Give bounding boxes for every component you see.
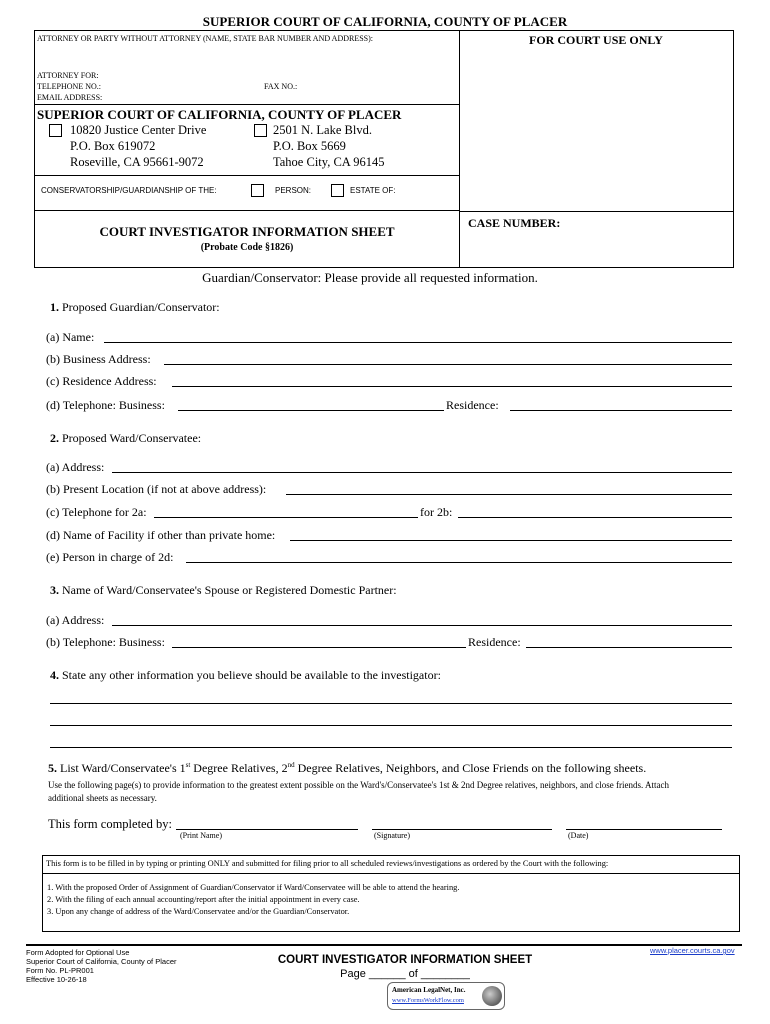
s4-line-2[interactable] xyxy=(50,725,732,726)
s3-address-label: (a) Address: xyxy=(46,613,105,627)
notice-divider xyxy=(43,873,739,874)
intro-text: Guardian/Conservator: Please provide all requested information. xyxy=(202,270,538,285)
section-title-part: Degree Relatives, Neighbors, and Close Friends on the following sheets. xyxy=(294,761,647,775)
footer-adopted: Form Adopted for Optional Use xyxy=(26,948,130,957)
email-label: EMAIL ADDRESS: xyxy=(37,93,103,102)
caption-left xyxy=(35,31,460,267)
section-2-heading xyxy=(50,431,201,446)
s3-business-phone-field[interactable] xyxy=(172,647,466,648)
location-roseville-checkbox[interactable] xyxy=(49,124,62,137)
s2-facility-label: (d) Name of Facility if other than private home: xyxy=(46,528,276,542)
court-use-label: FOR COURT USE ONLY xyxy=(529,33,663,47)
s1-name-label: (a) Name: xyxy=(46,330,95,344)
attorney-for-label: ATTORNEY FOR: xyxy=(37,71,99,80)
court-website-link[interactable]: www.placer.courts.ca.gov xyxy=(650,946,735,955)
case-number-label: CASE NUMBER: xyxy=(468,216,561,230)
s2-present-location-field[interactable] xyxy=(286,494,732,495)
print-name-caption: (Print Name) xyxy=(180,831,222,840)
s2-facility-field[interactable] xyxy=(290,540,732,541)
conservatorship-label: CONSERVATORSHIP/GUARDIANSHIP OF THE: xyxy=(41,186,217,195)
estate-label: ESTATE OF: xyxy=(350,186,396,195)
s3-business-phone-label: (b) Telephone: Business: xyxy=(46,635,165,649)
s2-telephone-2b-label: for 2b: xyxy=(420,505,453,519)
estate-checkbox[interactable] xyxy=(331,184,344,197)
s1-name-field[interactable] xyxy=(104,342,732,343)
person-checkbox[interactable] xyxy=(251,184,264,197)
legalnet-logo xyxy=(387,982,505,1010)
footer-court: Superior Court of California, County of Placer xyxy=(26,957,177,966)
section-title-part: List Ward/Conservatee's 1 xyxy=(60,761,186,775)
section-3-heading xyxy=(50,583,397,598)
s1-residence-address-field[interactable] xyxy=(172,386,732,387)
signature-caption: (Signature) xyxy=(374,831,410,840)
section-number: 1. xyxy=(50,300,59,314)
superscript: st xyxy=(185,761,191,769)
conservatorship-row xyxy=(35,175,460,211)
address-line: 2501 N. Lake Blvd. xyxy=(273,123,372,137)
s3-residence-phone-field[interactable] xyxy=(526,647,732,648)
person-label: PERSON: xyxy=(275,186,312,195)
s1-business-phone-field[interactable] xyxy=(178,410,444,411)
s5-note: Use the following page(s) to provide information to the greatest extent possible on the Ward's/Conservatee's 1st & 2nd Degree relatives, neighbors, and close friends. Attach additional sheets as necessary. xyxy=(48,780,669,803)
footer-rule xyxy=(26,944,742,946)
location-tahoe xyxy=(273,122,385,170)
s1-residence-label: Residence: xyxy=(446,398,499,412)
notice-text: This form is to be filled in by typing or printing ONLY and submitted for filing prior to all scheduled reviews/investigations as ordered by the Court with the following: xyxy=(46,859,609,868)
attorney-label: ATTORNEY OR PARTY WITHOUT ATTORNEY (NAME, STATE BAR NUMBER AND ADDRESS): xyxy=(37,34,374,43)
section-number: 2. xyxy=(50,431,59,445)
footer-page: Page ______ of ________ xyxy=(340,968,470,980)
s4-line-1[interactable] xyxy=(50,703,732,704)
section-number: 3. xyxy=(50,583,59,597)
section-title: Name of Ward/Conservatee's Spouse or Registered Domestic Partner: xyxy=(62,583,397,597)
date-field[interactable] xyxy=(566,829,722,830)
s2-person-in-charge-label: (e) Person in charge of 2d: xyxy=(46,550,174,564)
section-title: State any other information you believe should be available to the investigator: xyxy=(62,668,441,682)
address-line: P.O. Box 619072 xyxy=(70,139,156,153)
s2-present-location-label: (b) Present Location (if not at above address): xyxy=(46,482,267,496)
eagle-icon xyxy=(482,986,502,1006)
s3-residence-label: Residence: xyxy=(468,635,521,649)
form-title: COURT INVESTIGATOR INFORMATION SHEET xyxy=(99,224,395,239)
footer-form-info xyxy=(26,948,177,984)
footer-title: COURT INVESTIGATOR INFORMATION SHEET xyxy=(277,954,533,966)
s1-telephone-label: (d) Telephone: Business: xyxy=(46,398,165,412)
s2-person-in-charge-field[interactable] xyxy=(186,562,732,563)
address-line: P.O. Box 5669 xyxy=(273,139,346,153)
footer-form-number: Form No. PL-PR001 xyxy=(26,966,94,975)
s2-telephone-2a-label: (c) Telephone for 2a: xyxy=(46,505,147,519)
caption-box xyxy=(34,30,734,268)
signature-field[interactable] xyxy=(372,829,552,830)
page-title: SUPERIOR COURT OF CALIFORNIA, COUNTY OF PLACER xyxy=(202,14,568,29)
filing-notice-box xyxy=(42,855,740,932)
caption-divider xyxy=(35,104,459,105)
case-number-cell xyxy=(460,211,733,267)
logo-url[interactable]: www.FormsWorkFlow.com xyxy=(392,997,464,1004)
date-caption: (Date) xyxy=(568,831,589,840)
s2-telephone-2a-field[interactable] xyxy=(154,517,418,518)
section-title-part: Degree Relatives, 2 xyxy=(190,761,288,775)
notice-item: 2. With the filing of each annual accounting/report after the initial appointment in every case. xyxy=(47,895,360,904)
notice-item: 1. With the proposed Order of Assignment of Guardian/Conservator if Ward/Conservatee will be able to attend the hearing. xyxy=(47,883,460,892)
s2-address-label: (a) Address: xyxy=(46,460,105,474)
court-name: SUPERIOR COURT OF CALIFORNIA, COUNTY OF PLACER xyxy=(37,107,402,122)
address-line: 10820 Justice Center Drive xyxy=(70,123,207,137)
s2-telephone-2b-field[interactable] xyxy=(458,517,732,518)
completed-by-label: This form completed by: xyxy=(48,817,172,831)
section-number: 5. xyxy=(48,761,57,775)
notice-list xyxy=(47,882,459,918)
section-4-heading xyxy=(50,668,441,683)
section-title: Proposed Guardian/Conservator: xyxy=(62,300,220,314)
s1-residence-address-label: (c) Residence Address: xyxy=(46,374,157,388)
fax-label: FAX NO.: xyxy=(264,82,298,91)
s4-line-3[interactable] xyxy=(50,747,732,748)
section-5-heading xyxy=(48,756,646,777)
address-line: Tahoe City, CA 96145 xyxy=(273,155,385,169)
s1-business-address-label: (b) Business Address: xyxy=(46,352,151,366)
location-roseville xyxy=(70,122,206,170)
location-tahoe-checkbox[interactable] xyxy=(254,124,267,137)
logo-company: American LegalNet, Inc. xyxy=(392,986,466,994)
section-title: Proposed Ward/Conservatee: xyxy=(62,431,202,445)
notice-item: 3. Upon any change of address of the Ward/Conservatee and/or the Guardian/Conservator. xyxy=(47,907,350,916)
superscript: nd xyxy=(287,761,295,769)
section-1-heading xyxy=(50,300,220,315)
telephone-label: TELEPHONE NO.: xyxy=(37,82,101,91)
print-name-field[interactable] xyxy=(176,829,358,830)
s2-address-field[interactable] xyxy=(112,472,732,473)
address-line: Roseville, CA 95661-9072 xyxy=(70,155,204,169)
probate-code: (Probate Code §1826) xyxy=(200,242,294,253)
s1-business-address-field[interactable] xyxy=(164,364,732,365)
s1-residence-phone-field[interactable] xyxy=(510,410,732,411)
s3-address-field[interactable] xyxy=(112,625,732,626)
section-number: 4. xyxy=(50,668,59,682)
footer-effective: Effective 10-26-18 xyxy=(26,975,87,984)
